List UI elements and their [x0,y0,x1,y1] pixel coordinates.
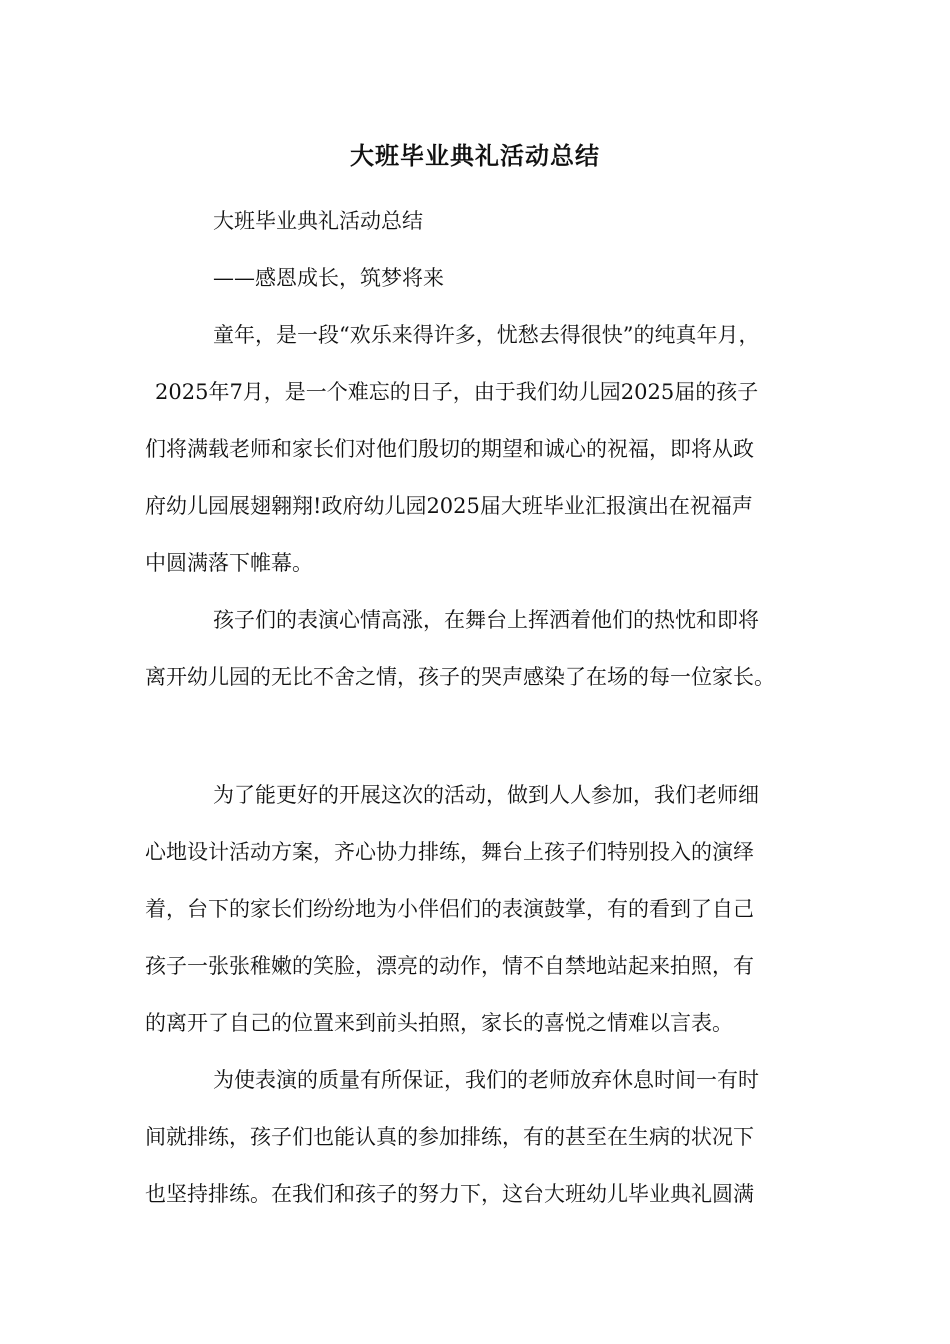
paragraph-4-line-2: 间就排练，孩子们也能认真的参加排练，有的甚至在生病的状况下 [145,1125,754,1149]
paragraph-3-line-5: 的离开了自己的位置来到前头拍照，家长的喜悦之情难以言表。 [145,1011,733,1035]
paragraph-3-line-4: 孩子一张张稚嫩的笑脸，漂亮的动作，情不自禁地站起来拍照，有 [145,954,754,978]
document-title: 大班毕业典礼活动总结 [350,141,600,170]
paragraph-2-line-1: 孩子们的表演心情高涨，在舞台上挥洒着他们的热忱和即将 [213,608,759,632]
slogan-line: ——感恩成长，筑梦将来 [213,266,444,290]
paragraph-1-line-5: 中圆满落下帷幕。 [145,551,313,575]
paragraph-4-line-1: 为使表演的质量有所保证，我们的老师放弃休息时间一有时 [213,1068,759,1092]
paragraph-3-line-2: 心地设计活动方案，齐心协力排练，舞台上孩子们特别投入的演绎 [145,840,754,864]
paragraph-1-line-1: 童年，是一段“欢乐来得许多，忧愁去得很快”的纯真年月， [213,323,760,347]
paragraph-1-line-2: 2025年7月，是一个难忘的日子，由于我们幼儿园2025届的孩子 [155,380,759,404]
paragraph-1-line-3: 们将满载老师和家长们对他们殷切的期望和诚心的祝福，即将从政 [145,437,754,461]
paragraph-3-line-3: 着，台下的家长们纷纷地为小伴侣们的表演鼓掌，有的看到了自己 [145,897,754,921]
paragraph-1-line-4: 府幼儿园展翅翱翔!政府幼儿园2025届大班毕业汇报演出在祝福声 [145,494,753,518]
paragraph-2-line-2: 离开幼儿园的无比不舍之情，孩子的哭声感染了在场的每一位家长。 [145,665,775,689]
paragraph-3-line-1: 为了能更好的开展这次的活动，做到人人参加，我们老师细 [213,783,759,807]
paragraph-4-line-3: 也坚持排练。在我们和孩子的努力下，这台大班幼儿毕业典礼圆满 [145,1182,754,1206]
subtitle-line: 大班毕业典礼活动总结 [213,209,423,233]
